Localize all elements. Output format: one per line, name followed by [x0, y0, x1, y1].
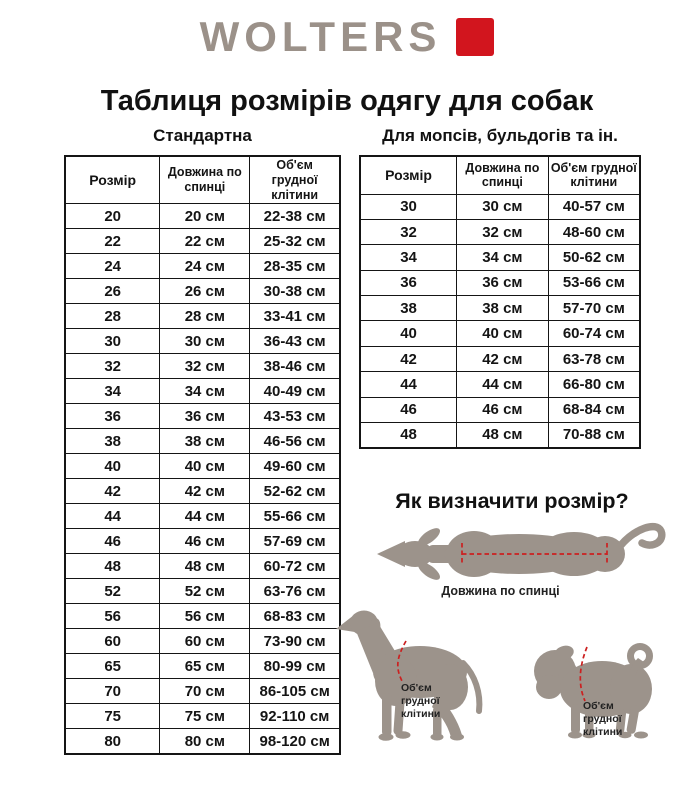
table-cell: 32 см	[160, 354, 250, 379]
table-cell: 36-43 см	[250, 329, 340, 354]
table-cell: 24 см	[160, 254, 250, 279]
table-cell: 40 см	[160, 454, 250, 479]
table-cell: 80 см	[160, 729, 250, 754]
table-cell: 60-72 см	[250, 554, 340, 579]
how-to-title: Як визначити розмір?	[395, 488, 629, 513]
table-cell: 56	[65, 604, 160, 629]
table-cell: 33-41 см	[250, 304, 340, 329]
table-row	[65, 554, 340, 579]
table-row	[65, 654, 340, 679]
table-cell: 20 см	[160, 204, 250, 229]
column-header-chest: Об'єм грудної клітини	[250, 156, 340, 204]
table-cell: 26 см	[160, 279, 250, 304]
logo-red-square	[456, 18, 494, 56]
pug-table-title: Для мопсів, бульдогів та ін.	[382, 126, 618, 145]
table-row	[65, 529, 340, 554]
table-row	[65, 729, 340, 754]
column-header-chest: Об'єм грудної клітини	[548, 156, 640, 194]
table-cell: 30 см	[457, 194, 549, 219]
table-cell: 34 см	[160, 379, 250, 404]
table-row	[360, 194, 640, 219]
table-cell: 36 см	[457, 270, 549, 295]
table-cell: 25-32 см	[250, 229, 340, 254]
table-cell: 46	[360, 397, 457, 422]
table-cell: 44 см	[457, 372, 549, 397]
table-row	[360, 346, 640, 371]
table-cell: 56 см	[160, 604, 250, 629]
table-cell: 30	[65, 329, 160, 354]
table-cell: 36 см	[160, 404, 250, 429]
table-row	[360, 270, 640, 295]
table-cell: 98-120 см	[250, 729, 340, 754]
standard-size-section	[64, 126, 341, 755]
table-cell: 80	[65, 729, 160, 754]
table-row	[65, 604, 340, 629]
table-cell: 60 см	[160, 629, 250, 654]
table-cell: 75 см	[160, 704, 250, 729]
table-cell: 20	[65, 204, 160, 229]
table-cell: 43-53 см	[250, 404, 340, 429]
table-cell: 40	[65, 454, 160, 479]
table-cell: 24	[65, 254, 160, 279]
table-cell: 44	[65, 504, 160, 529]
large-dog-chest-label: Об'єм грудної клітини	[401, 682, 441, 721]
table-cell: 48 см	[160, 554, 250, 579]
table-cell: 60	[65, 629, 160, 654]
table-cell: 48 см	[457, 423, 549, 448]
table-cell: 63-76 см	[250, 579, 340, 604]
table-cell: 34	[65, 379, 160, 404]
table-cell: 42 см	[457, 346, 549, 371]
table-cell: 32	[65, 354, 160, 379]
table-cell: 65 см	[160, 654, 250, 679]
table-cell: 40 см	[457, 321, 549, 346]
dog-tail	[621, 527, 662, 545]
column-header-back-length: Довжина по спинці	[457, 156, 549, 194]
table-cell: 73-90 см	[250, 629, 340, 654]
table-cell: 57-70 см	[548, 296, 640, 321]
table-cell: 34	[360, 245, 457, 270]
table-header-row	[360, 156, 640, 194]
table-cell: 70 см	[160, 679, 250, 704]
table-row	[65, 279, 340, 304]
table-row	[65, 679, 340, 704]
table-cell: 57-69 см	[250, 529, 340, 554]
table-row	[65, 254, 340, 279]
table-cell: 36	[65, 404, 160, 429]
table-cell: 40	[360, 321, 457, 346]
table-row	[65, 229, 340, 254]
table-cell: 30	[360, 194, 457, 219]
table-cell: 42	[360, 346, 457, 371]
dog-top-view-illustration	[368, 514, 680, 594]
table-cell: 50-62 см	[548, 245, 640, 270]
table-cell: 70-88 см	[548, 423, 640, 448]
table-cell: 53-66 см	[548, 270, 640, 295]
standard-size-table	[64, 155, 341, 755]
table-row	[65, 429, 340, 454]
table-cell: 48-60 см	[548, 219, 640, 244]
table-row	[65, 579, 340, 604]
table-cell: 49-60 см	[250, 454, 340, 479]
table-cell: 32 см	[457, 219, 549, 244]
table-row	[65, 629, 340, 654]
table-cell: 28 см	[160, 304, 250, 329]
table-row	[360, 219, 640, 244]
table-cell: 55-66 см	[250, 504, 340, 529]
brand-logo	[0, 13, 694, 60]
table-cell: 80-99 см	[250, 654, 340, 679]
table-cell: 46 см	[160, 529, 250, 554]
standard-table-body	[65, 204, 340, 754]
table-cell: 66-80 см	[548, 372, 640, 397]
table-cell: 52 см	[160, 579, 250, 604]
table-cell: 34 см	[457, 245, 549, 270]
table-cell: 68-84 см	[548, 397, 640, 422]
page-title: Таблиця розмірів одягу для собак	[100, 85, 594, 118]
table-cell: 70	[65, 679, 160, 704]
table-cell: 68-83 см	[250, 604, 340, 629]
table-row	[360, 397, 640, 422]
table-row	[360, 372, 640, 397]
pug-size-section	[359, 126, 641, 449]
table-cell: 30-38 см	[250, 279, 340, 304]
table-cell: 38 см	[457, 296, 549, 321]
table-cell: 42	[65, 479, 160, 504]
table-row	[360, 245, 640, 270]
table-cell: 75	[65, 704, 160, 729]
table-cell: 22 см	[160, 229, 250, 254]
table-cell: 44	[360, 372, 457, 397]
table-row	[360, 296, 640, 321]
table-row	[360, 321, 640, 346]
table-row	[65, 704, 340, 729]
column-header-back-length: Довжина по спинці	[160, 156, 250, 204]
table-cell: 38 см	[160, 429, 250, 454]
table-row	[65, 454, 340, 479]
table-row	[65, 329, 340, 354]
table-cell: 22	[65, 229, 160, 254]
table-row	[360, 423, 640, 448]
table-cell: 60-74 см	[548, 321, 640, 346]
table-cell: 86-105 см	[250, 679, 340, 704]
table-cell: 38	[360, 296, 457, 321]
column-header-size: Розмір	[65, 156, 160, 204]
logo-wolters-text: WOLTERS	[199, 13, 442, 60]
table-cell: 63-78 см	[548, 346, 640, 371]
table-row	[65, 354, 340, 379]
table-cell: 38-46 см	[250, 354, 340, 379]
table-cell: 40-57 см	[548, 194, 640, 219]
table-cell: 36	[360, 270, 457, 295]
table-cell: 52	[65, 579, 160, 604]
pug-size-table	[359, 155, 641, 449]
table-cell: 38	[65, 429, 160, 454]
table-cell: 52-62 см	[250, 479, 340, 504]
table-cell: 44 см	[160, 504, 250, 529]
table-cell: 46 см	[457, 397, 549, 422]
table-cell: 46	[65, 529, 160, 554]
table-row	[65, 204, 340, 229]
table-cell: 30 см	[160, 329, 250, 354]
table-row	[65, 504, 340, 529]
standard-table-title: Стандартна	[153, 126, 252, 145]
table-header-row	[65, 156, 340, 204]
table-row	[65, 404, 340, 429]
table-row	[65, 304, 340, 329]
table-cell: 26	[65, 279, 160, 304]
table-row	[65, 479, 340, 504]
table-cell: 48	[65, 554, 160, 579]
table-cell: 42 см	[160, 479, 250, 504]
table-cell: 28	[65, 304, 160, 329]
table-cell: 92-110 см	[250, 704, 340, 729]
pug-table-body	[360, 194, 640, 448]
table-cell: 32	[360, 219, 457, 244]
back-length-label: Довжина по спинці	[441, 584, 560, 598]
table-cell: 22-38 см	[250, 204, 340, 229]
table-cell: 40-49 см	[250, 379, 340, 404]
table-cell: 28-35 см	[250, 254, 340, 279]
table-cell: 48	[360, 423, 457, 448]
table-cell: 46-56 см	[250, 429, 340, 454]
table-row	[65, 379, 340, 404]
table-cell: 65	[65, 654, 160, 679]
pug-chest-label: Об'єм грудної клітини	[583, 700, 623, 739]
column-header-size: Розмір	[360, 156, 457, 194]
